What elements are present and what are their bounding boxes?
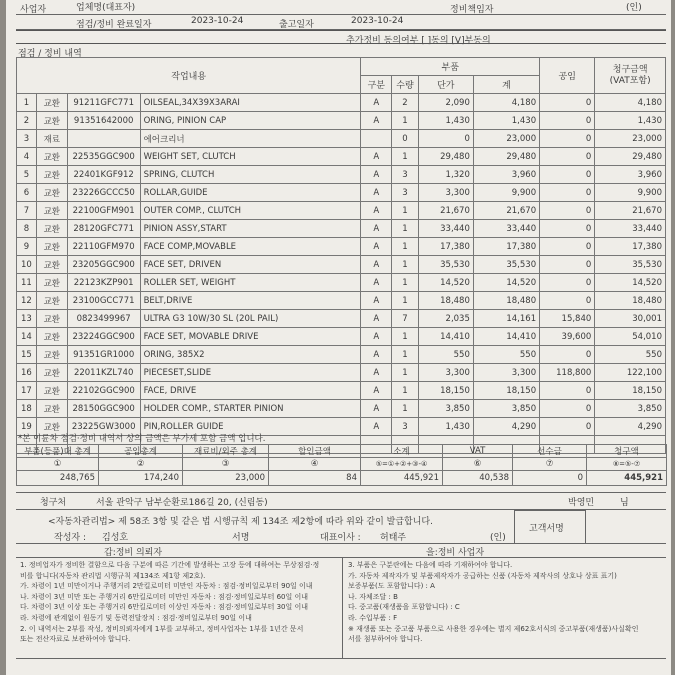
table-row: [17, 292, 666, 310]
row-name: SPRING, CLUTCH: [140, 166, 361, 184]
col-sum: 계: [473, 76, 539, 94]
row-sum: 14,410: [473, 328, 539, 346]
table-row: [17, 202, 666, 220]
row-claim: 18,150: [595, 382, 666, 400]
row-kind: 교환: [36, 184, 67, 202]
total-discount: 84: [269, 471, 361, 486]
row-claim: 1,430: [595, 112, 666, 130]
total-subtotal: 445,921: [361, 471, 443, 486]
row-sum: 1,430: [473, 112, 539, 130]
row-class: A: [361, 364, 392, 382]
row-qty: 1: [392, 220, 418, 238]
row-name: FACE, DRIVE: [140, 382, 361, 400]
row-labor: 0: [540, 400, 595, 418]
row-class: A: [361, 112, 392, 130]
row-price: 2,035: [418, 310, 473, 328]
row-code: 91351642000: [67, 112, 140, 130]
note-line: 서를 첨부하여야 합니다.: [348, 635, 423, 644]
row-name: HOLDER COMP., STARTER PINION: [140, 400, 361, 418]
row-kind: 교환: [36, 310, 67, 328]
row-claim: 18,480: [595, 292, 666, 310]
row-kind: 교환: [36, 256, 67, 274]
row-class: A: [361, 274, 392, 292]
row-labor: 15,840: [540, 310, 595, 328]
row-price: 17,380: [418, 238, 473, 256]
row-labor: 0: [540, 346, 595, 364]
row-labor: 118,800: [540, 364, 595, 382]
row-sum: 23,000: [473, 130, 539, 148]
row-number: 1: [17, 94, 37, 112]
row-name: WEIGHT SET, CLUTCH: [140, 148, 361, 166]
row-class: A: [361, 256, 392, 274]
claimant-row: [16, 492, 666, 507]
row-kind: 교환: [36, 274, 67, 292]
row-class: A: [361, 166, 392, 184]
row-price: 550: [418, 346, 473, 364]
table-row: [17, 256, 666, 274]
row-price: 3,300: [418, 184, 473, 202]
row-class: [361, 130, 392, 148]
table-row: [17, 274, 666, 292]
row-name: OUTER COMP., CLUTCH: [140, 202, 361, 220]
row-number: 19: [17, 418, 37, 436]
total-claim: 445,921: [587, 471, 667, 486]
row-claim: 3,960: [595, 166, 666, 184]
row-claim: 4,180: [595, 94, 666, 112]
row-claim: 550: [595, 346, 666, 364]
row-price: 1,430: [418, 418, 473, 436]
row-qty: 1: [392, 364, 418, 382]
col-qty: 수량: [392, 76, 418, 94]
row-number: 3: [17, 130, 37, 148]
note-line: 보증부품(도 포함합니다) : A: [348, 582, 435, 591]
row-labor: 0: [540, 94, 595, 112]
row-code: 22102GGC900: [67, 382, 140, 400]
col-claim-sub: (VAT포함): [609, 75, 651, 86]
sym-2: ②: [99, 458, 183, 471]
row-kind: 교환: [36, 112, 67, 130]
row-number: 9: [17, 238, 37, 256]
row-claim: 122,100: [595, 364, 666, 382]
row-sum: 550: [473, 346, 539, 364]
row-code: 22123KZP901: [67, 274, 140, 292]
note-line: 라. 수입부품 : F: [348, 613, 398, 622]
row-kind: 교환: [36, 346, 67, 364]
row-class: A: [361, 220, 392, 238]
row-class: A: [361, 382, 392, 400]
row-qty: 1: [392, 400, 418, 418]
row-price: 1,320: [418, 166, 473, 184]
row-sum: 3,960: [473, 166, 539, 184]
row-price: 18,480: [418, 292, 473, 310]
rep-name: 허태주: [380, 533, 407, 543]
repair-statement-document: [6, 0, 671, 675]
table-row: [17, 346, 666, 364]
company-label: 업체명(대표자): [76, 3, 136, 13]
table-row: [17, 238, 666, 256]
row-number: 14: [17, 328, 37, 346]
row-claim: 29,480: [595, 148, 666, 166]
row-qty: 3: [392, 418, 418, 436]
row-kind: 교환: [36, 220, 67, 238]
row-qty: 3: [392, 184, 418, 202]
row-labor: 39,600: [540, 328, 595, 346]
row-labor: 0: [540, 238, 595, 256]
row-qty: 1: [392, 238, 418, 256]
row-price: 3,850: [418, 400, 473, 418]
total-prepaid: 0: [513, 471, 587, 486]
row-price: 18,150: [418, 382, 473, 400]
row-sum: 29,480: [473, 148, 539, 166]
row-class: A: [361, 418, 392, 436]
table-row: [17, 364, 666, 382]
row-kind: 교환: [36, 418, 67, 436]
parts-rows: [17, 94, 666, 436]
table-row: [17, 112, 666, 130]
row-labor: 0: [540, 112, 595, 130]
row-claim: 30,001: [595, 310, 666, 328]
left-notes: [20, 560, 338, 645]
row-labor: 0: [540, 166, 595, 184]
row-code: 22535GGC900: [67, 148, 140, 166]
row-code: 91211GFC771: [67, 94, 140, 112]
row-number: 4: [17, 148, 37, 166]
row-sum: 35,530: [473, 256, 539, 274]
note-line: 다. 차령이 3년 이상 또는 주행거리 6만킬로미터 이상인 자동차 : 점검·정비일로부터 30일 이내: [20, 603, 308, 612]
row-qty: 1: [392, 292, 418, 310]
consent-text: 추가정비 동의여부 [ ]동의 [V]부동의: [346, 36, 491, 46]
row-class: A: [361, 202, 392, 220]
sign-label: 서명: [232, 533, 250, 543]
row-kind: 교환: [36, 202, 67, 220]
row-code: 22100GFM901: [67, 202, 140, 220]
row-price: 1,430: [418, 112, 473, 130]
row-kind: 교환: [36, 364, 67, 382]
row-code: 28120GFC771: [67, 220, 140, 238]
row-kind: 재료: [36, 130, 67, 148]
header-row-1: [16, 0, 666, 15]
party-row: [16, 543, 666, 557]
row-sum: 9,900: [473, 184, 539, 202]
row-price: 35,530: [418, 256, 473, 274]
row-qty: 1: [392, 112, 418, 130]
row-claim: 14,520: [595, 274, 666, 292]
row-number: 10: [17, 256, 37, 274]
row-class: A: [361, 346, 392, 364]
requester-label: 갑:정비 의뢰자: [104, 548, 163, 558]
row-code: 23225GW3000: [67, 418, 140, 436]
h-material: 재료비/외주 총계: [183, 445, 269, 458]
table-row: [17, 328, 666, 346]
row-claim: 4,290: [595, 418, 666, 436]
row-code: 23100GCC771: [67, 292, 140, 310]
row-sum: 14,161: [473, 310, 539, 328]
row-name: ROLLER SET, WEIGHT: [140, 274, 361, 292]
row-number: 5: [17, 166, 37, 184]
note-line: 1. 정비업자가 정비한 결함으로 다음 구분에 따른 기간에 발생하는 고장 등에 대하여는 무상점검·정: [20, 561, 320, 569]
row-number: 18: [17, 400, 37, 418]
row-sum: 18,480: [473, 292, 539, 310]
row-labor: 0: [540, 148, 595, 166]
right-notes: [348, 560, 666, 645]
row-price: 14,520: [418, 274, 473, 292]
row-claim: 33,440: [595, 220, 666, 238]
col-work: 작업내용: [17, 58, 361, 94]
sym-7: ⑦: [513, 458, 587, 471]
row-class: A: [361, 94, 392, 112]
sym-6: ⑥: [443, 458, 513, 471]
rep-seal: (인): [490, 533, 506, 543]
row-code: 23226GCCC50: [67, 184, 140, 202]
row-class: A: [361, 328, 392, 346]
row-code: 22011KZL740: [67, 364, 140, 382]
header-seal: (인): [626, 3, 642, 13]
row-kind: 교환: [36, 238, 67, 256]
row-claim: 54,010: [595, 328, 666, 346]
row-number: 12: [17, 292, 37, 310]
row-class: A: [361, 238, 392, 256]
customer-sign-box: [514, 510, 586, 544]
row-sum: 14,520: [473, 274, 539, 292]
row-class: A: [361, 292, 392, 310]
row-name: OILSEAL,34X39X3ARAI: [140, 94, 361, 112]
org-label: 사업자: [20, 5, 47, 15]
release-label: 출고일자: [279, 20, 314, 30]
vat-note: *본 이륜차 점검·정비 내역서 상의 금액은 부가세 포함 금액 입니다.: [18, 434, 266, 444]
row-qty: 1: [392, 202, 418, 220]
row-number: 8: [17, 220, 37, 238]
col-parts: 부품: [361, 58, 540, 76]
row-sum: 3,300: [473, 364, 539, 382]
row-class: A: [361, 400, 392, 418]
row-name: FACE COMP,MOVABLE: [140, 238, 361, 256]
h-prepaid: 선수금: [513, 445, 587, 458]
total-labor: 174,240: [99, 471, 183, 486]
row-qty: 1: [392, 346, 418, 364]
row-sum: 17,380: [473, 238, 539, 256]
row-number: 15: [17, 346, 37, 364]
row-kind: 교환: [36, 382, 67, 400]
rep-label: 대표이사 :: [320, 533, 361, 543]
row-name: BELT,DRIVE: [140, 292, 361, 310]
row-number: 2: [17, 112, 37, 130]
row-kind: 교환: [36, 166, 67, 184]
row-name: ROLLAR,GUIDE: [140, 184, 361, 202]
parts-table: [16, 57, 666, 454]
writer-label: 작성자 :: [54, 533, 86, 543]
note-line: 3. 부품은 구분란에는 다음에 따라 기재하여야 합니다.: [348, 561, 513, 569]
row-name: PINION ASSY,START: [140, 220, 361, 238]
row-kind: 교환: [36, 292, 67, 310]
row-name: ORING, PINION CAP: [140, 112, 361, 130]
section-title: 점검 / 정비 내역: [18, 49, 82, 59]
row-labor: 0: [540, 184, 595, 202]
row-qty: 2: [392, 94, 418, 112]
row-claim: 35,530: [595, 256, 666, 274]
notes-divider: [342, 558, 343, 658]
provider-label: 을:정비 사업자: [426, 548, 485, 558]
note-line: 가. 자동차 제작자가 및 부품제작자가 공급하는 신품 (자동차 제작사의 상호나 상표 표기): [348, 571, 617, 580]
col-price: 단가: [418, 76, 473, 94]
row-class: A: [361, 148, 392, 166]
note-line: 가. 차령이 1년 미만이거나 주행거리 2만킬로미터 미만인 자동차 : 점검·정비일로부터 90일 이내: [20, 582, 313, 591]
row-qty: 1: [392, 148, 418, 166]
totals-table: [16, 444, 667, 486]
row-price: 0: [418, 130, 473, 148]
row-code: [67, 130, 140, 148]
row-sum: 4,180: [473, 94, 539, 112]
table-row: [17, 166, 666, 184]
row-labor: 0: [540, 256, 595, 274]
row-number: 17: [17, 382, 37, 400]
h-parts: 부품(등품)대 총계: [17, 445, 99, 458]
row-claim: 21,670: [595, 202, 666, 220]
receipt-date: 2023-10-24: [191, 16, 244, 26]
table-row: [17, 400, 666, 418]
row-sum: 18,150: [473, 382, 539, 400]
row-name: FACE SET, MOVABLE DRIVE: [140, 328, 361, 346]
row-claim: 3,850: [595, 400, 666, 418]
row-price: 33,440: [418, 220, 473, 238]
row-qty: 1: [392, 328, 418, 346]
col-claim: [595, 58, 666, 94]
note-line: 나. 차령이 3년 미만 또는 주행거리 6만킬로미터 미만인 자동차 : 점검·정비일로부터 60일 이내: [20, 592, 308, 601]
row-claim: 17,380: [595, 238, 666, 256]
claimant-suffix: 님: [620, 498, 629, 508]
row-name: ORING, 385X2: [140, 346, 361, 364]
row-qty: 3: [392, 166, 418, 184]
col-labor: 공임: [540, 58, 595, 94]
h-discount: 할인금액: [269, 445, 361, 458]
total-material: 23,000: [183, 471, 269, 486]
table-row: [17, 220, 666, 238]
receipt-label: 점검/정비 완료일자: [76, 20, 152, 30]
row-name: FACE SET, DRIVEN: [140, 256, 361, 274]
sym-4: ④: [269, 458, 361, 471]
row-number: 16: [17, 364, 37, 382]
note-line: 또는 전산자료로 보관하여야 합니다.: [20, 635, 131, 644]
row-sum: 4,290: [473, 418, 539, 436]
row-name: PIECESET,SLIDE: [140, 364, 361, 382]
row-price: 21,670: [418, 202, 473, 220]
table-row: [17, 130, 666, 148]
sym-5: ⑤=①+②+③-④: [361, 458, 443, 471]
row-class: A: [361, 310, 392, 328]
note-line: 라. 차령에 관계없이 원동기 및 동력전달장치 : 점검·정비일로부터 90일 이내: [20, 613, 252, 622]
h-labor: 공임총계: [99, 445, 183, 458]
row-qty: 7: [392, 310, 418, 328]
row-number: 11: [17, 274, 37, 292]
h-vat: VAT: [443, 445, 513, 458]
row-kind: 교환: [36, 148, 67, 166]
row-code: 91351GR1000: [67, 346, 140, 364]
row-qty: 1: [392, 274, 418, 292]
row-labor: 0: [540, 418, 595, 436]
note-line: 나. 자체조달 : B: [348, 592, 398, 601]
manager-label: 정비책임자: [450, 5, 494, 15]
row-sum: 33,440: [473, 220, 539, 238]
sym-3: ③: [183, 458, 269, 471]
note-line: 비를 합니다(자동차 관리법 시행규칙 제134조 제1항 제2호).: [20, 571, 206, 580]
row-code: 28150GGC900: [67, 400, 140, 418]
row-labor: 0: [540, 220, 595, 238]
row-name: PIN,ROLLER GUIDE: [140, 418, 361, 436]
row-name: ULTRA G3 10W/30 SL (20L PAIL): [140, 310, 361, 328]
law-text: <자동차관리법> 제 58조 3항 및 같은 법 시행규칙 제 134조 제2항에 따라 위와 같이 발급합니다.: [48, 517, 433, 527]
row-number: 7: [17, 202, 37, 220]
row-labor: 0: [540, 382, 595, 400]
row-qty: 1: [392, 382, 418, 400]
notes-block: [16, 557, 666, 659]
row-kind: 교환: [36, 328, 67, 346]
claimant-address: 서울 관악구 남부순환로186길 20, (신림동): [96, 498, 268, 508]
row-price: 2,090: [418, 94, 473, 112]
signature-block: [16, 509, 666, 542]
sym-8: ⑧=⑤-⑦: [587, 458, 667, 471]
table-row: [17, 310, 666, 328]
table-row: [17, 184, 666, 202]
table-row: [17, 148, 666, 166]
total-vat: 40,538: [443, 471, 513, 486]
row-code: 23205GGC900: [67, 256, 140, 274]
writer-name: 김성호: [102, 533, 129, 543]
h-claim: 청구액: [587, 445, 667, 458]
h-subtotal: 소계: [361, 445, 443, 458]
claimant-name: 박영민: [568, 498, 595, 508]
row-number: 6: [17, 184, 37, 202]
table-row: [17, 382, 666, 400]
row-class: A: [361, 184, 392, 202]
note-line: ※ 재생품 또는 중고품 부품으로 사용한 경우에는 별지 제62호서식의 중고부품(재생품)사실확인: [348, 624, 639, 633]
customer-sign-label: 고객서명: [529, 524, 564, 534]
note-line: 2. 이 내역서는 2부를 작성, 정비의뢰자에게 1부를 교부하고, 정비사업자는 1부를 1년간 문서: [20, 624, 304, 633]
row-qty: 1: [392, 256, 418, 274]
col-type: 구분: [361, 76, 392, 94]
section-header: [16, 43, 666, 58]
row-code: 23224GGC900: [67, 328, 140, 346]
table-row: [17, 94, 666, 112]
row-labor: 0: [540, 292, 595, 310]
note-line: 다. 중고품(재생품을 포함합니다) : C: [348, 603, 460, 612]
row-claim: 23,000: [595, 130, 666, 148]
row-kind: 교환: [36, 94, 67, 112]
release-date: 2023-10-24: [351, 16, 404, 26]
row-labor: 0: [540, 202, 595, 220]
row-price: 29,480: [418, 148, 473, 166]
row-code: 22401KGF912: [67, 166, 140, 184]
row-price: 3,300: [418, 364, 473, 382]
sym-1: ①: [17, 458, 99, 471]
row-labor: 0: [540, 274, 595, 292]
row-name: 에어크리너: [140, 130, 361, 148]
row-price: 14,410: [418, 328, 473, 346]
row-number: 13: [17, 310, 37, 328]
row-labor: 0: [540, 130, 595, 148]
row-code: 22110GFM970: [67, 238, 140, 256]
row-qty: 0: [392, 130, 418, 148]
row-sum: 21,670: [473, 202, 539, 220]
row-claim: 9,900: [595, 184, 666, 202]
row-code: 0823499967: [67, 310, 140, 328]
total-parts: 248,765: [17, 471, 99, 486]
document-header: [16, 0, 666, 31]
claimant-label: 청구처: [40, 498, 67, 508]
col-claim-title: 청구금액: [612, 64, 648, 75]
row-sum: 3,850: [473, 400, 539, 418]
header-row-2: [16, 15, 666, 30]
row-kind: 교환: [36, 400, 67, 418]
